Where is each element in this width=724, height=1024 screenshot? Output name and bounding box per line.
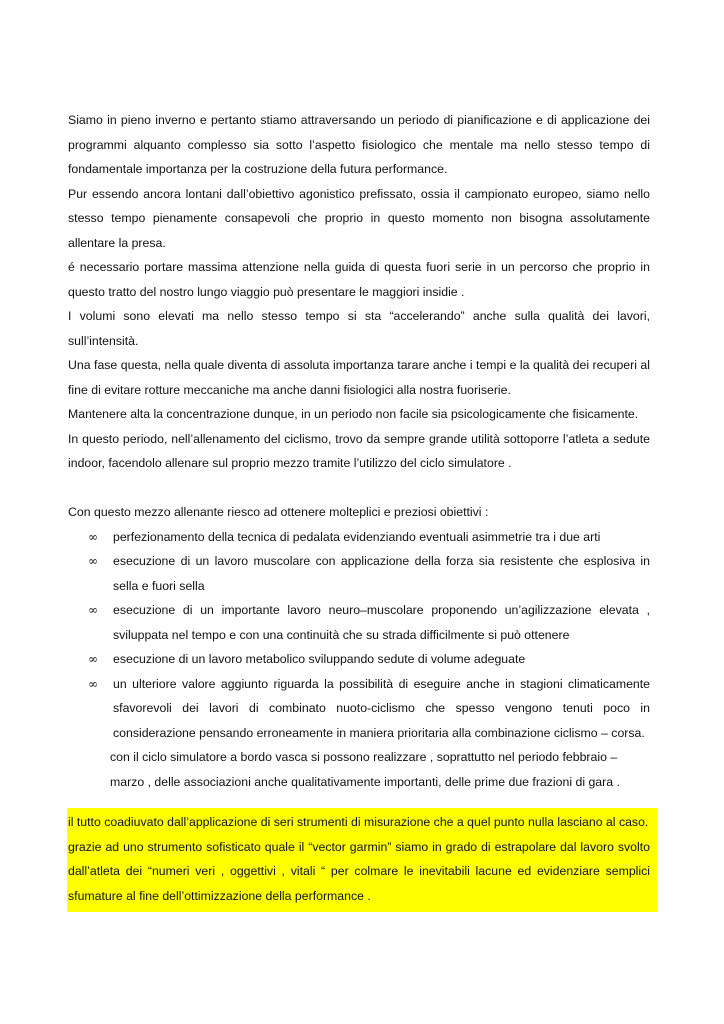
infinity-bullet-icon: ∞ <box>88 554 98 568</box>
highlighted-paragraph: grazie ad uno strumento sofisticato quale il “vector garmin” siamo in grado di estrapolare dal lavoro svolto dall’atleta dei “numeri veri , oggettivi , vitali “ per colmare le inevitabili lacune ed evidenziare semplici sfumature al fine dell’ottimizzazione della performance . <box>68 839 650 903</box>
highlighted-paragraph: il tutto coadiuvato dall’applicazione di seri strumenti di misurazione che a quel punto nulla lasciano al caso. <box>68 815 649 829</box>
paragraph: Siamo in pieno inverno e pertanto stiamo attraversando un periodo di pianificazione e di applicazione dei programmi alquanto complesso sia sotto l’aspetto fisiologico che mentale ma nello stesso tempo di fondamentale importanza per la costruzione della futura performance. <box>68 113 650 176</box>
list-item-text: esecuzione di un lavoro muscolare con applicazione della forza sia resistente che esplosiva in sella e fuori sella <box>113 554 650 593</box>
objectives-list <box>68 525 650 746</box>
paragraph: é necessario portare massima attenzione nella guida di questa fuori serie in un percorso che proprio in questo tratto del nostro lungo viaggio può presentare le maggiori insidie . <box>68 260 650 299</box>
paragraph: In questo periodo, nell’allenamento del ciclismo, trovo da sempre grande utilità sottoporre l’atleta a sedute indoor, facendolo allenare sul proprio mezzo tramite l’utilizzo del ciclo simulatore . <box>68 431 650 470</box>
list-item <box>68 672 650 746</box>
list-item <box>68 647 650 672</box>
infinity-bullet-icon: ∞ <box>88 529 98 544</box>
list-item <box>68 549 650 598</box>
blank-line <box>68 476 650 501</box>
paragraph: Pur essendo ancora lontani dall’obiettivo agonistico prefissato, ossia il campionato europeo, siamo nello stesso tempo pienamente consapevoli che proprio in questo momento non bisogna assolutamente allentare la presa. <box>68 186 650 250</box>
paragraph: Mantenere alta la concentrazione dunque, in un periodo non facile sia psicologicamente che fisicamente. <box>68 407 639 421</box>
list-item-text: esecuzione di un lavoro metabolico sviluppando sedute di volume adeguate <box>113 652 526 666</box>
list-item-text: un ulteriore valore aggiunto riguarda la possibilità di eseguire anche in stagioni climaticamente sfavorevoli dei lavori di combinato nuoto-ciclismo che spesso vengono tenuti poco in considerazione pensando erroneamente in maniera prioritaria alla combinazione ciclismo – corsa. <box>113 676 650 740</box>
infinity-bullet-icon: ∞ <box>88 652 98 666</box>
list-continuation: con il ciclo simulatore a bordo vasca si possono realizzare , soprattutto nel periodo febbraio – marzo , delle associazioni anche qualitativamente importanti, delle prime due frazioni di gara . <box>110 750 620 789</box>
infinity-bullet-icon: ∞ <box>88 603 98 617</box>
list-item-text: perfezionamento della tecnica di pedalata evidenziando eventuali asimmetrie tra i due arti <box>113 529 601 544</box>
list-item <box>68 598 650 647</box>
infinity-bullet-icon: ∞ <box>88 676 98 691</box>
highlighted-section <box>67 808 657 912</box>
list-item <box>68 525 650 550</box>
list-item-text: esecuzione di un importante lavoro neuro–muscolare proponendo un’agilizzazione elevata , sviluppata nel tempo e con una continuità che su strada difficilmente si può ottenere <box>113 603 650 642</box>
list-intro: Con questo mezzo allenante riesco ad ottenere molteplici e preziosi obiettivi : <box>68 505 489 519</box>
document-body <box>68 108 650 912</box>
paragraph: I volumi sono elevati ma nello stesso tempo si sta “accelerando” anche sulla qualità dei lavori, sull’intensità. <box>68 309 650 348</box>
paragraph: Una fase questa, nella quale diventa di assoluta importanza tarare anche i tempi e la qualità dei recuperi al fine di evitare rotture meccaniche ma anche danni fisiologici alla nostra fuoriserie. <box>68 358 650 397</box>
